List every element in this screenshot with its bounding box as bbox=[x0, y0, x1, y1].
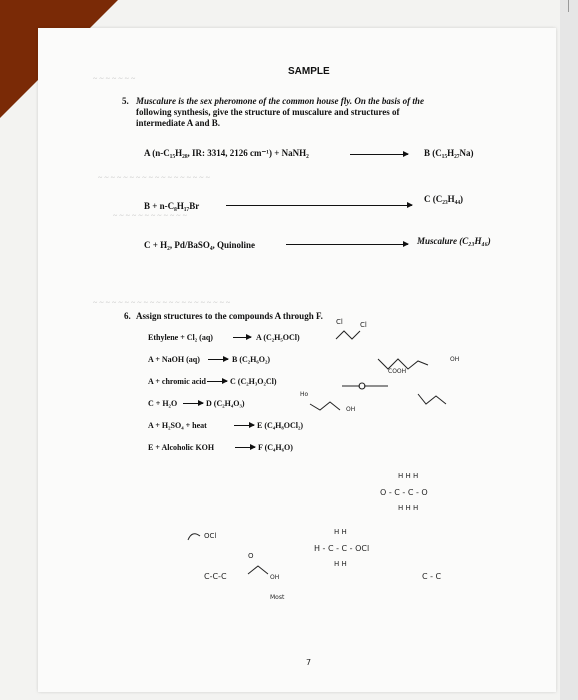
reaction-arrow bbox=[207, 381, 227, 382]
bleed-through-text: ~ ~ ~ ~ ~ ~ ~ ~ ~ ~ ~ ~ ~ ~ ~ ~ ~ ~ ~ ~ ~ ~ bbox=[93, 298, 231, 307]
page-title: SAMPLE bbox=[288, 66, 330, 77]
q5-row-1-right: B (C₁₅H₂₇Na) bbox=[424, 148, 474, 158]
handwritten-cl: Cl bbox=[336, 318, 343, 326]
handwritten-cooh: COOH bbox=[388, 368, 407, 375]
handwritten-oh-b: OH bbox=[346, 406, 356, 413]
handwritten-hh-mid-b: H H bbox=[334, 560, 347, 568]
handwritten-structure-d bbox=[416, 390, 460, 412]
handwritten-structure-b bbox=[376, 355, 446, 375]
q5-row-2-left: B + n-C₈H₁₇Br bbox=[144, 201, 200, 211]
q6-row-6-left: E + Alcoholic KOH bbox=[148, 443, 215, 452]
handwritten-h-bottom: H H H bbox=[398, 504, 419, 512]
reaction-arrow bbox=[234, 425, 254, 426]
handwritten-structure-e bbox=[308, 398, 348, 414]
handwritten-ccc-chain: C-C-C bbox=[204, 572, 227, 581]
handwritten-structure-a bbox=[334, 325, 379, 345]
handwritten-o-double: O bbox=[248, 552, 254, 560]
handwritten-oh-c: OH bbox=[270, 574, 280, 581]
q5-row-2-right: C (C₂₃H₄₄) bbox=[424, 194, 464, 204]
q6-row-4-left: C + H₂O bbox=[148, 399, 178, 408]
right-edge-strip bbox=[560, 0, 578, 700]
reaction-arrow bbox=[208, 359, 228, 360]
handwritten-h-top: H H H bbox=[398, 472, 419, 480]
handwritten-ocl: OCl bbox=[204, 532, 217, 540]
reaction-arrow bbox=[226, 205, 412, 206]
handwritten-structure-c bbox=[340, 378, 410, 394]
handwritten-chain-right: O - C - C - O bbox=[380, 488, 428, 497]
worksheet-page bbox=[38, 28, 556, 692]
q5-text-line-3: intermediate A and B. bbox=[136, 118, 221, 128]
handwritten-hcc-ocl: H - C - C - OCl bbox=[314, 544, 370, 553]
handwritten-cl-b: Cl bbox=[360, 321, 367, 329]
bleed-through-text: ~ ~ ~ ~ ~ ~ ~ bbox=[93, 74, 136, 83]
reaction-arrow bbox=[350, 154, 408, 155]
q6-row-2-right: B (C₂H₆O₂) bbox=[232, 355, 271, 364]
q6-row-4-right: D (C₂H₄O₃) bbox=[206, 399, 245, 408]
q5-row-1-left: A (n-C₁₅H₂₈, IR: 3314, 2126 cm⁻¹) + NaNH₂ bbox=[144, 148, 309, 158]
q6-row-5-left: A + H₂SO₄ + heat bbox=[148, 421, 207, 430]
handwritten-ho: Ho bbox=[300, 391, 309, 398]
q6-row-2-left: A + NaOH (aq) bbox=[148, 355, 200, 364]
q6-row-3-right: C (C₂H₃O₂Cl) bbox=[230, 377, 277, 386]
page-number: 7 bbox=[306, 658, 312, 667]
q6-row-5-right: E (C₄H₈OCl₂) bbox=[257, 421, 304, 430]
q5-row-3-left: C + H₂, Pd/BaSO₄, Quinoline bbox=[144, 240, 256, 250]
handwritten-most: Most bbox=[270, 594, 285, 601]
q5-text-line-2: following synthesis, give the structure of muscalure and structures of bbox=[136, 107, 400, 117]
q5-text-line-1: Muscalure is the sex pheromone of the common house fly. On the basis of the bbox=[136, 96, 424, 106]
q6-row-1-left: Ethylene + Cl₂ (aq) bbox=[148, 333, 213, 342]
q5-row-3-right: Muscalure (C₂₃H₄₆) bbox=[417, 236, 491, 246]
bleed-through-text: ~ ~ ~ ~ ~ ~ ~ ~ ~ ~ ~ ~ bbox=[113, 211, 187, 220]
q5-number: 5. bbox=[122, 96, 129, 106]
q6-title: Assign structures to the compounds A through F. bbox=[136, 311, 323, 321]
q6-row-1-right: A (C₂H₅OCl) bbox=[256, 333, 300, 342]
handwritten-oh: OH bbox=[450, 356, 460, 363]
reaction-arrow bbox=[183, 403, 203, 404]
bleed-through-text: ~ ~ ~ ~ ~ ~ ~ ~ ~ ~ ~ ~ ~ ~ ~ ~ ~ ~ bbox=[98, 173, 210, 182]
q6-row-3-left: A + chromic acid bbox=[148, 377, 206, 386]
reaction-arrow bbox=[235, 447, 255, 448]
q6-number: 6. bbox=[124, 311, 131, 321]
reaction-arrow bbox=[233, 337, 251, 338]
handwritten-hh-mid: H H bbox=[334, 528, 347, 536]
q6-row-6-right: F (C₄H₆O) bbox=[258, 443, 293, 452]
reaction-arrow bbox=[286, 244, 408, 245]
handwritten-cc: C - C bbox=[422, 572, 442, 581]
